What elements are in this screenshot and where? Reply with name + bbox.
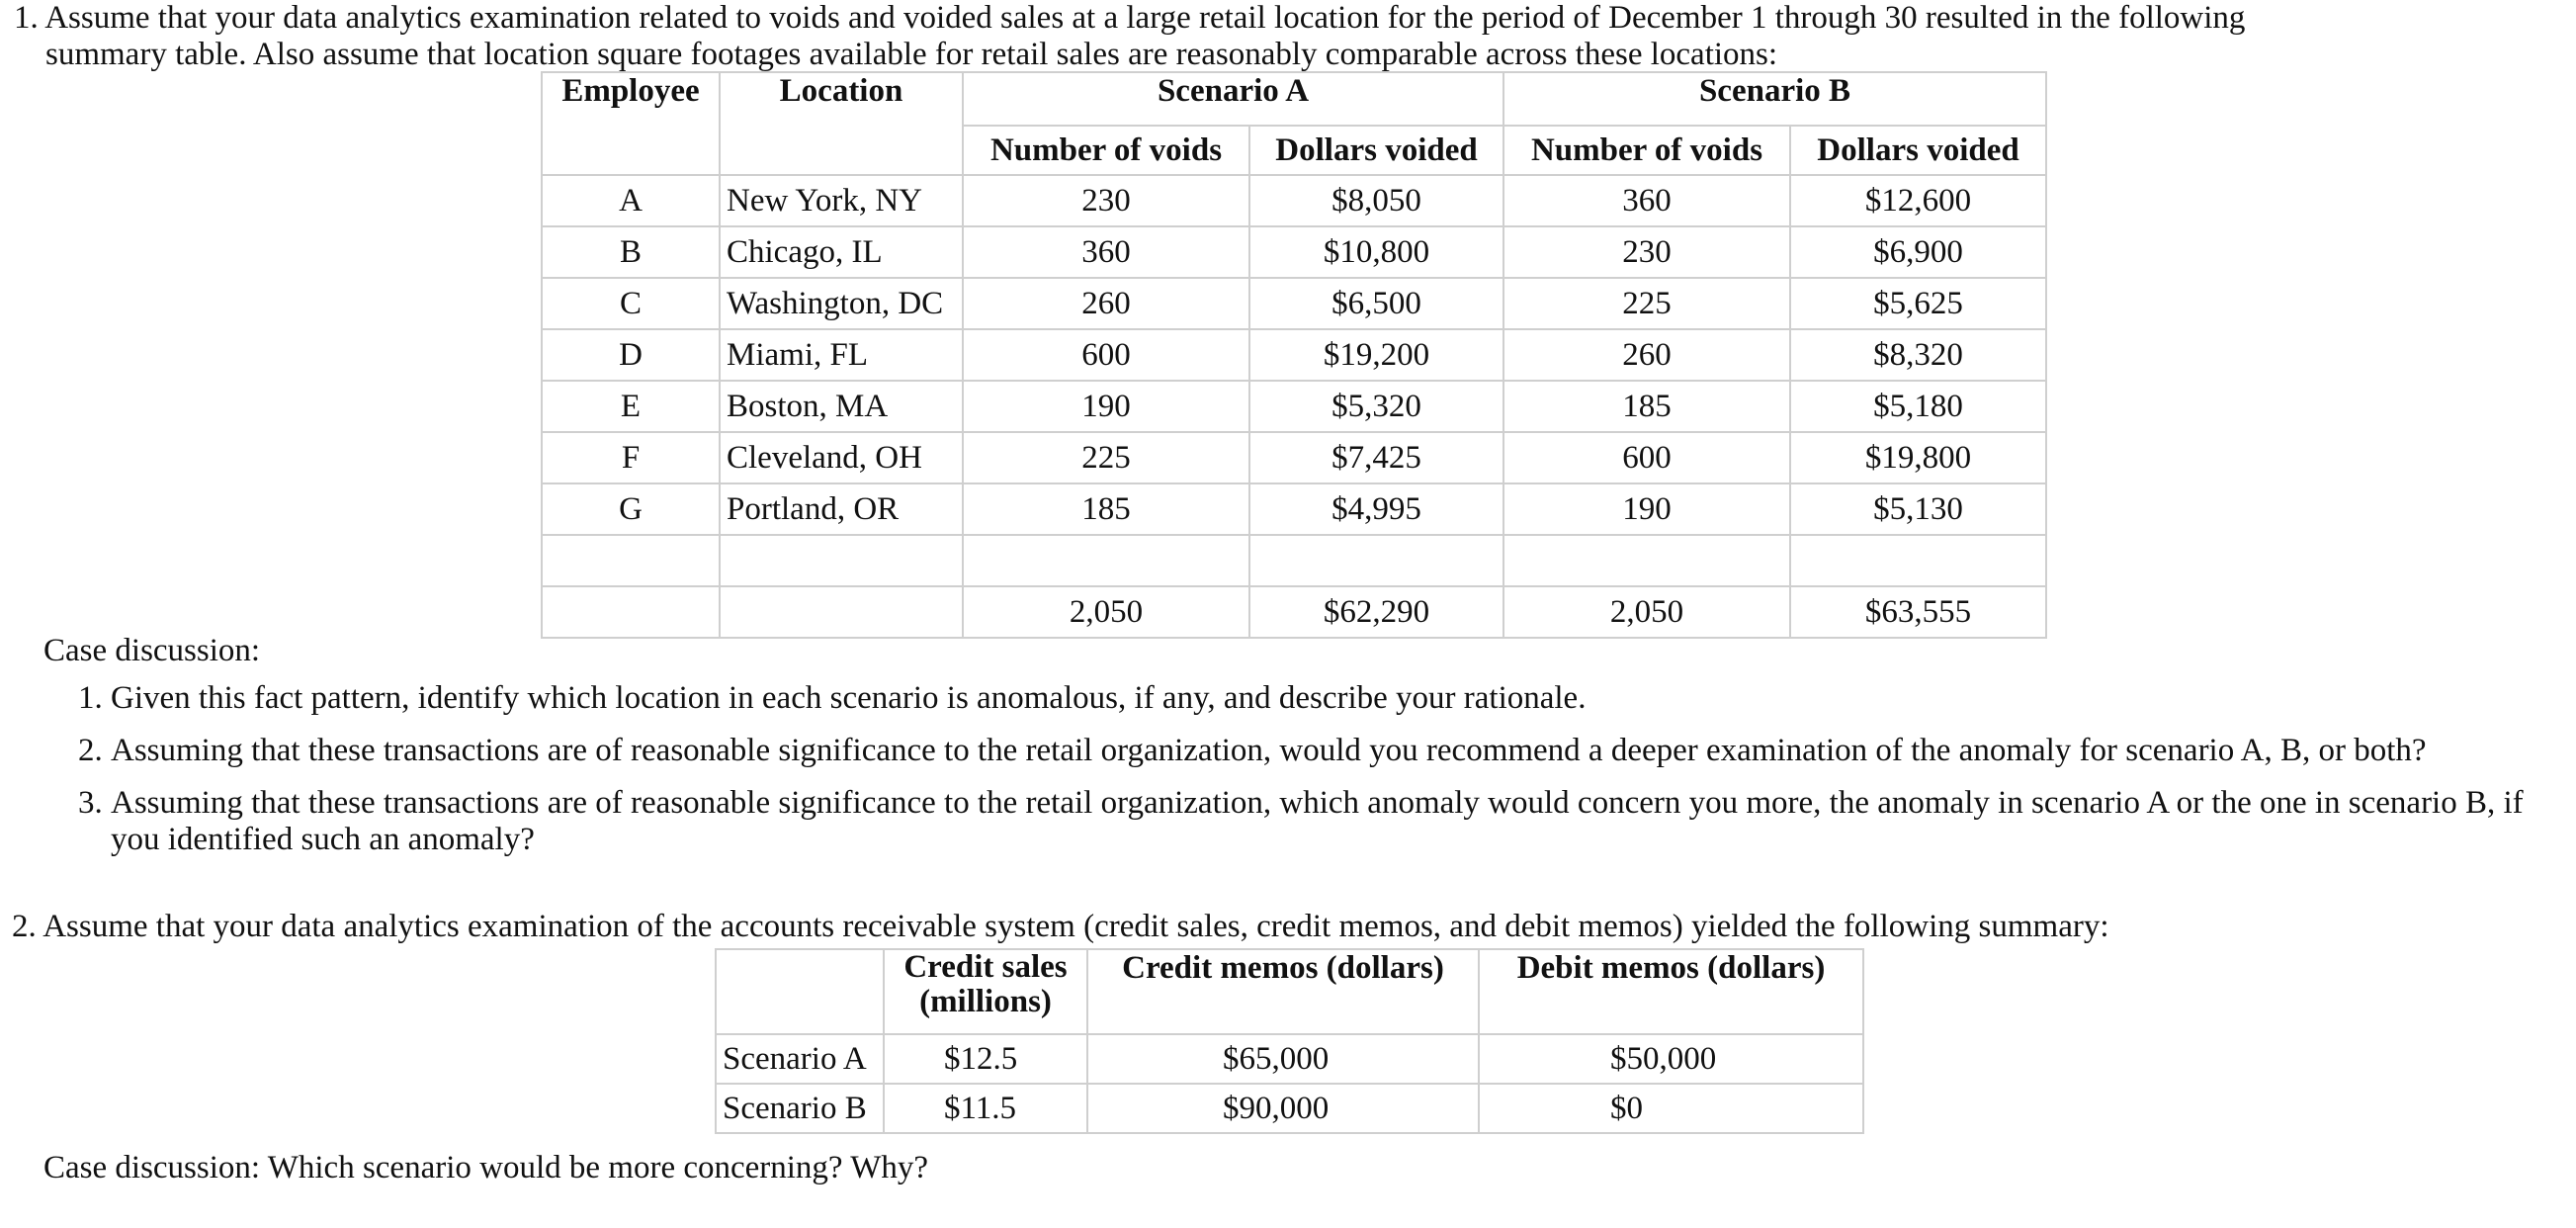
table-row: [716, 1084, 1863, 1133]
header-dollars-voided-b: Dollars voided: [1790, 126, 2046, 175]
header-dollars-voided-a: Dollars voided: [1249, 126, 1503, 175]
total-a-dollars: $62,290: [1249, 586, 1503, 638]
cell-b-voids: 260: [1503, 329, 1790, 381]
cell-location: Miami, FL: [720, 329, 963, 381]
cell-employee: D: [542, 329, 720, 381]
total-a-voids: 2,050: [963, 586, 1249, 638]
cell-location: New York, NY: [720, 175, 963, 226]
header-number-of-voids-a: Number of voids: [963, 126, 1249, 175]
cell-debit-memos: $0: [1479, 1084, 1863, 1133]
cell-b-voids: 190: [1503, 483, 1790, 535]
cell-credit-sales: $12.5: [884, 1034, 1087, 1084]
cell-a-voids: 190: [963, 381, 1249, 432]
question-2-text: Assume that your data analytics examination of the accounts receivable system (credit sales, credit memos, and debit memos) yielded the following summary:: [43, 909, 2109, 944]
cell-credit-memos: $65,000: [1087, 1034, 1479, 1084]
table-row: [542, 381, 2046, 432]
cell-employee: G: [542, 483, 720, 535]
cell-b-voids: 230: [1503, 226, 1790, 278]
table-totals-row: [542, 586, 2046, 638]
cell-a-dollars: $19,200: [1249, 329, 1503, 381]
header-scenario-b: Scenario B: [1503, 72, 2046, 126]
cell-debit-memos: $50,000: [1479, 1034, 1863, 1084]
cell-location: Portland, OR: [720, 483, 963, 535]
cell-a-voids: 600: [963, 329, 1249, 381]
header-blank: [716, 949, 884, 1034]
cell-b-dollars: $5,625: [1790, 278, 2046, 329]
accounts-receivable-table: [715, 948, 1864, 1134]
cell-empty: [1790, 535, 2046, 586]
table-row: [542, 432, 2046, 483]
cell-scenario-label: Scenario A: [716, 1034, 884, 1084]
cell-credit-sales: $11.5: [884, 1084, 1087, 1133]
cell-a-voids: 230: [963, 175, 1249, 226]
cell-credit-memos: $90,000: [1087, 1084, 1479, 1133]
voids-summary-table: [541, 71, 2047, 639]
cell-a-voids: 360: [963, 226, 1249, 278]
cell-employee: B: [542, 226, 720, 278]
question-1-line-2: summary table. Also assume that location square footages available for retail sales are reasonably comparable across these locations:: [45, 36, 1778, 72]
cell-location: Chicago, IL: [720, 226, 963, 278]
cell-b-dollars: $8,320: [1790, 329, 2046, 381]
cell-employee: E: [542, 381, 720, 432]
cell-b-dollars: $5,180: [1790, 381, 2046, 432]
cell-b-dollars: $5,130: [1790, 483, 2046, 535]
case-discussion-1-heading: Case discussion:: [43, 633, 261, 668]
table-empty-row: [542, 535, 2046, 586]
cell-location: Boston, MA: [720, 381, 963, 432]
table-row: [542, 278, 2046, 329]
cell-empty: [542, 535, 720, 586]
table-row: [542, 175, 2046, 226]
cell-b-dollars: $6,900: [1790, 226, 2046, 278]
cell-a-voids: 225: [963, 432, 1249, 483]
list-item: 2. Assuming that these transactions are of reasonable significance to the retail organization, would you recommend a deeper examination of the anomaly for scenario A, B, or both?: [111, 733, 2552, 769]
cell-empty: [1249, 535, 1503, 586]
cell-b-voids: 225: [1503, 278, 1790, 329]
cell-empty: [720, 586, 963, 638]
cell-location: Washington, DC: [720, 278, 963, 329]
header-credit-memos: Credit memos (dollars): [1087, 949, 1479, 1034]
cell-a-voids: 185: [963, 483, 1249, 535]
cell-employee: F: [542, 432, 720, 483]
total-b-voids: 2,050: [1503, 586, 1790, 638]
cell-scenario-label: Scenario B: [716, 1084, 884, 1133]
cell-b-dollars: $12,600: [1790, 175, 2046, 226]
header-location: Location: [720, 72, 963, 175]
list-item: 1. Given this fact pattern, identify which location in each scenario is anomalous, if any, and describe your rationale.: [111, 680, 2552, 717]
cell-empty: [542, 586, 720, 638]
table-row: [542, 329, 2046, 381]
table-header-row: [542, 72, 2046, 126]
cell-a-voids: 260: [963, 278, 1249, 329]
header-employee: Employee: [542, 72, 720, 175]
cell-empty: [963, 535, 1249, 586]
case-discussion-2: Case discussion: Which scenario would be more concerning? Why?: [43, 1150, 929, 1185]
question-2: [12, 909, 2542, 945]
question-1-line-1: [14, 0, 2544, 37]
cell-a-dollars: $8,050: [1249, 175, 1503, 226]
header-number-of-voids-b: Number of voids: [1503, 126, 1790, 175]
question-2-number: 2.: [12, 909, 37, 944]
cell-a-dollars: $10,800: [1249, 226, 1503, 278]
header-debit-memos: Debit memos (dollars): [1479, 949, 1863, 1034]
cell-b-dollars: $19,800: [1790, 432, 2046, 483]
list-item: 3. Assuming that these transactions are of reasonable significance to the retail organization, which anomaly would concern you more, the anomaly in scenario A or the one in scenario B, if you identified such an anomaly?: [111, 785, 2552, 858]
table-header-row: [716, 949, 1863, 1034]
cell-employee: C: [542, 278, 720, 329]
cell-b-voids: 185: [1503, 381, 1790, 432]
question-1-text-line-1: Assume that your data analytics examination related to voids and voided sales at a large retail location for the period of December 1 through 30 resulted in the following: [44, 0, 2246, 36]
header-credit-sales: Credit sales (millions): [884, 949, 1087, 1034]
cell-employee: A: [542, 175, 720, 226]
case-discussion-1-list: [79, 680, 2552, 874]
table-row: [716, 1034, 1863, 1084]
cell-a-dollars: $7,425: [1249, 432, 1503, 483]
total-b-dollars: $63,555: [1790, 586, 2046, 638]
cell-b-voids: 360: [1503, 175, 1790, 226]
cell-empty: [720, 535, 963, 586]
question-1-number: 1.: [14, 0, 39, 36]
question-1: [14, 0, 2544, 73]
cell-location: Cleveland, OH: [720, 432, 963, 483]
cell-empty: [1503, 535, 1790, 586]
cell-a-dollars: $5,320: [1249, 381, 1503, 432]
table-row: [542, 226, 2046, 278]
table-row: [542, 483, 2046, 535]
cell-a-dollars: $4,995: [1249, 483, 1503, 535]
cell-a-dollars: $6,500: [1249, 278, 1503, 329]
header-scenario-a: Scenario A: [963, 72, 1503, 126]
cell-b-voids: 600: [1503, 432, 1790, 483]
